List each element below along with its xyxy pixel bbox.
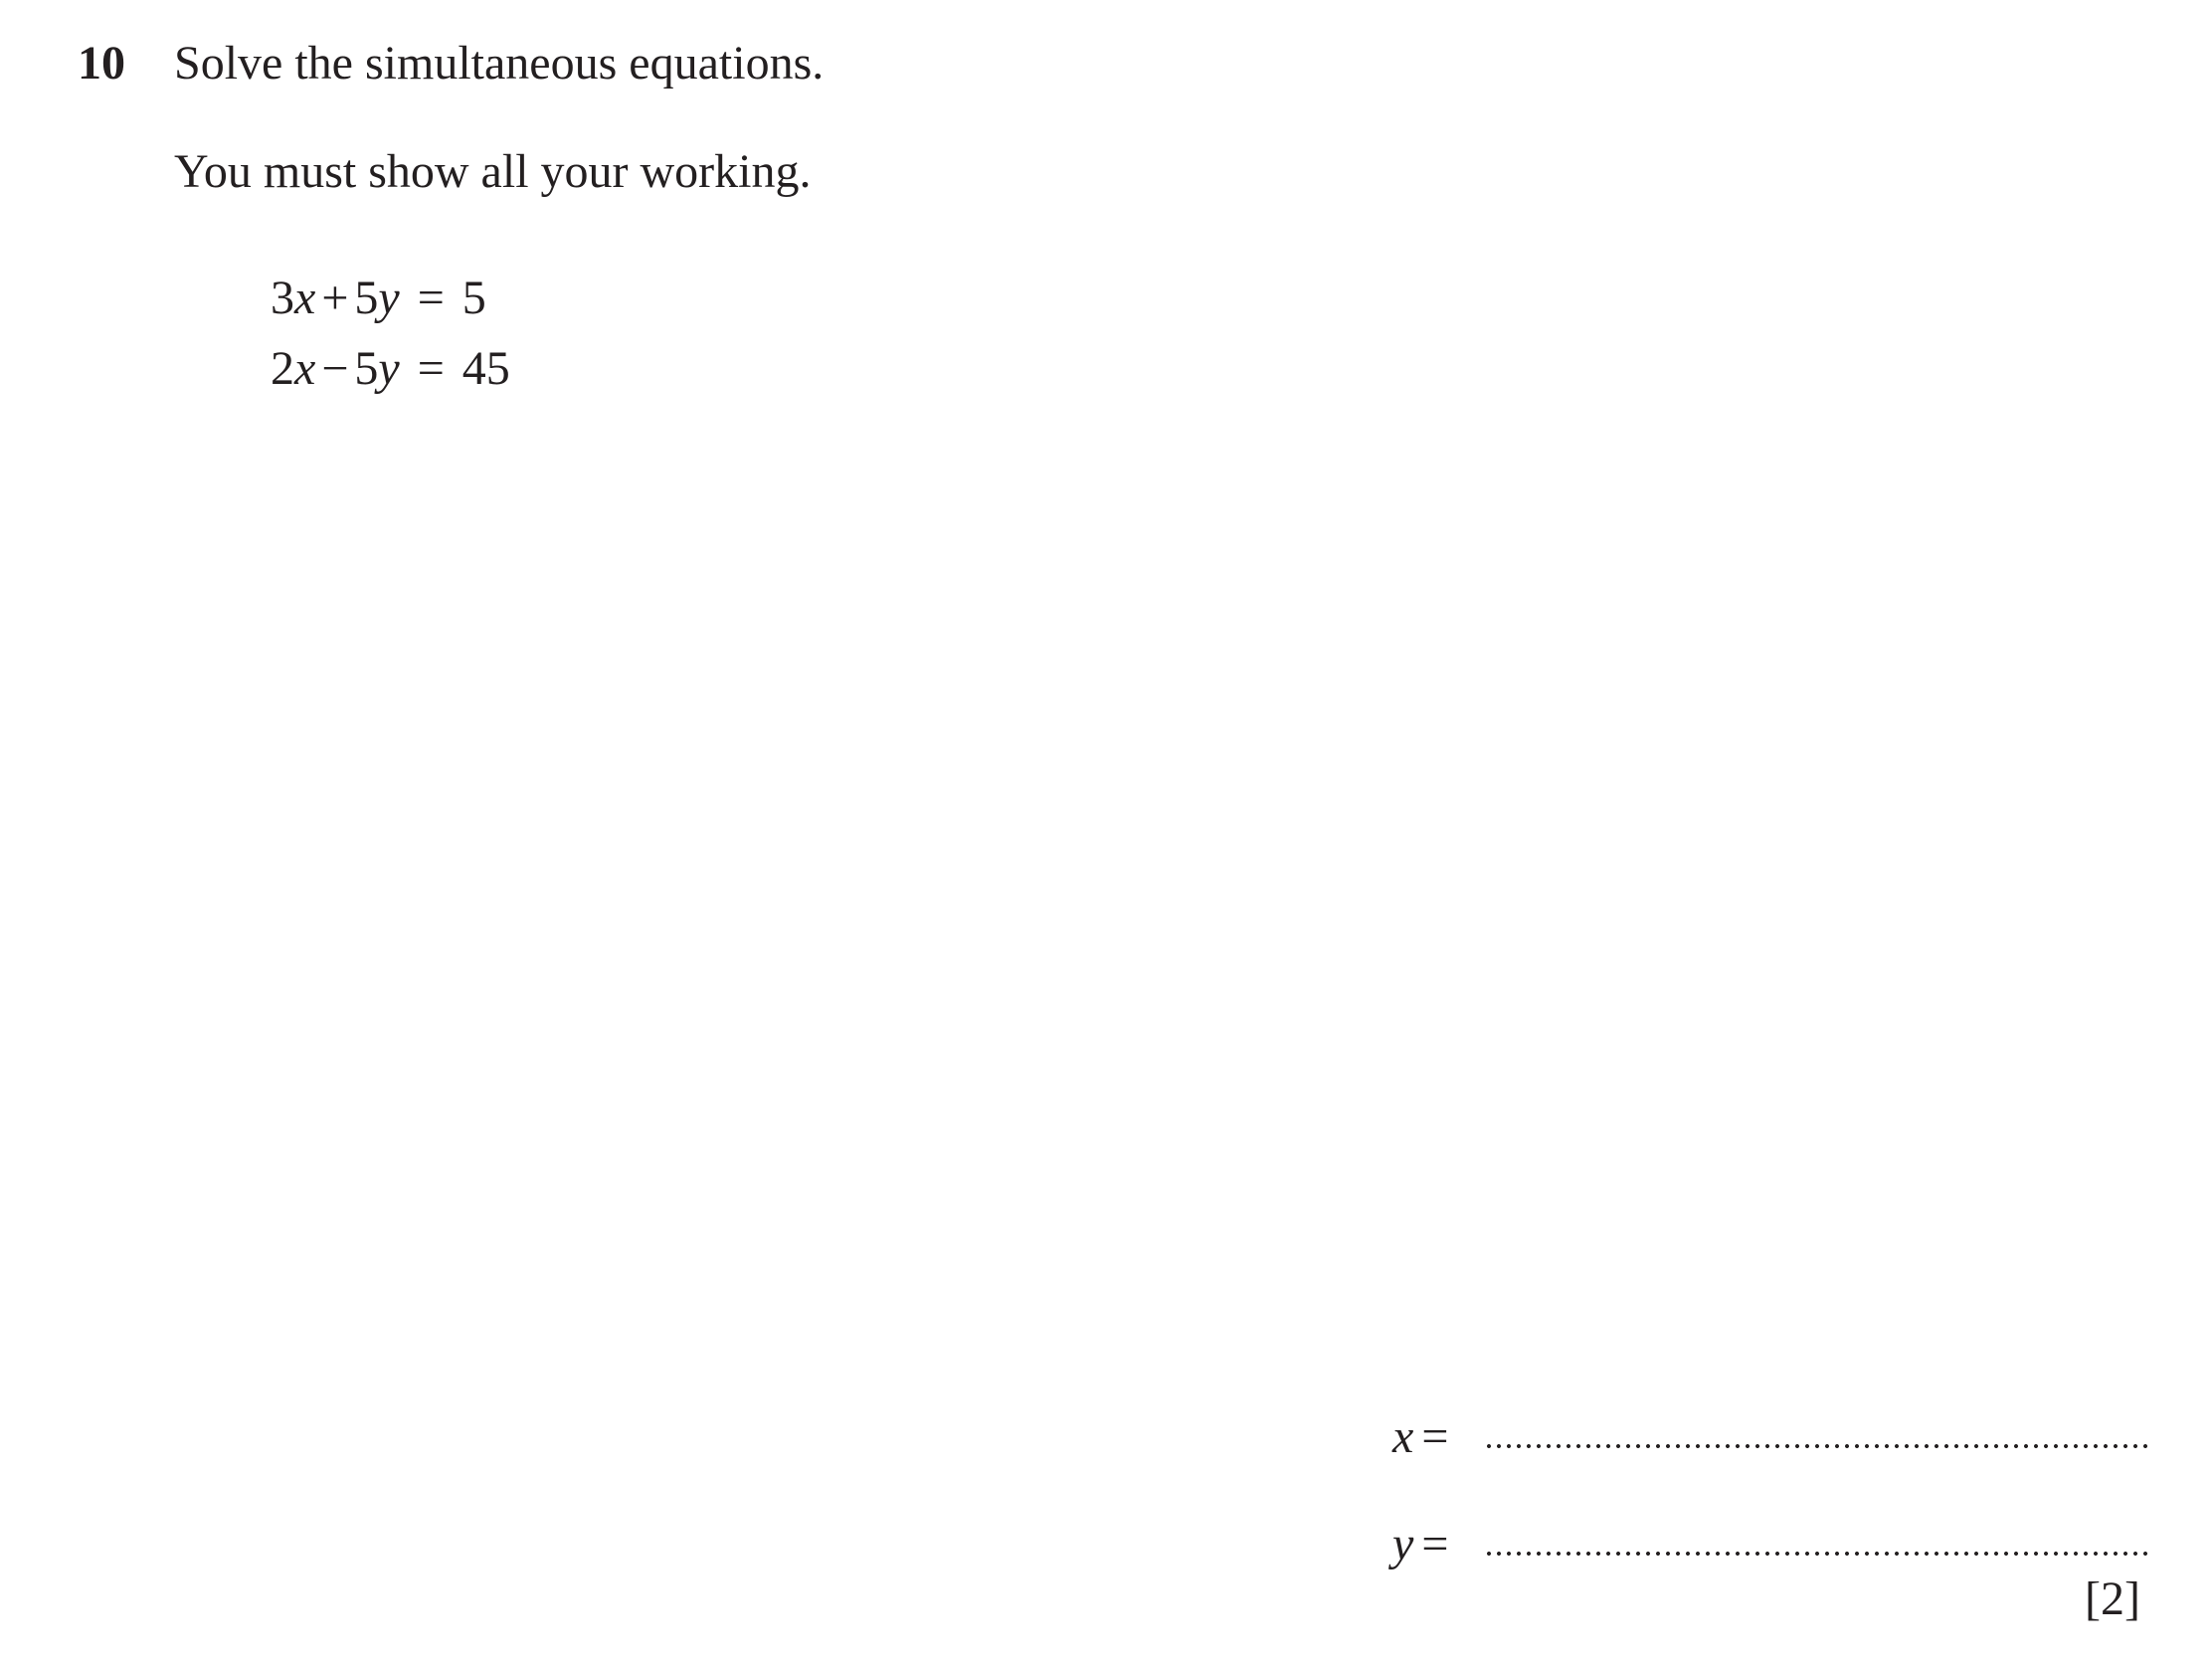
question-note: You must show all your working. (174, 145, 812, 198)
equation-2-coef-a: 2 (271, 342, 294, 395)
equation-1 (271, 269, 486, 328)
equation-1-var-y: y (378, 272, 400, 324)
marks-indicator: [2] (2085, 1572, 2140, 1625)
question-number: 10 (78, 37, 125, 90)
equation-2 (271, 339, 510, 399)
equation-2-var-x: x (294, 342, 316, 395)
answer-y-dotted-line[interactable] (1484, 1551, 2148, 1557)
answer-x-equals: = (1421, 1410, 1449, 1463)
equation-2-rhs: 45 (461, 342, 510, 395)
equation-1-rhs: 5 (461, 272, 486, 324)
answer-y-label (1392, 1515, 1448, 1574)
equation-2-var-y: y (378, 342, 400, 395)
answer-y-variable: y (1392, 1518, 1414, 1570)
answer-x-label (1392, 1407, 1448, 1467)
question-instruction: Solve the simultaneous equations. (174, 37, 825, 90)
equation-1-operator: + (321, 272, 349, 324)
equation-1-equals: = (417, 272, 445, 324)
answer-row-y (1392, 1515, 2148, 1574)
equation-1-var-x: x (294, 272, 316, 324)
answer-row-x (1392, 1407, 2148, 1467)
answer-y-equals: = (1421, 1518, 1449, 1570)
answer-x-variable: x (1392, 1410, 1414, 1463)
equation-1-coef-b: 5 (354, 272, 379, 324)
equation-2-coef-b: 5 (354, 342, 379, 395)
answer-x-dotted-line[interactable] (1484, 1443, 2148, 1449)
equation-1-coef-a: 3 (271, 272, 294, 324)
equation-2-equals: = (417, 342, 445, 395)
equation-2-operator: − (321, 342, 349, 395)
